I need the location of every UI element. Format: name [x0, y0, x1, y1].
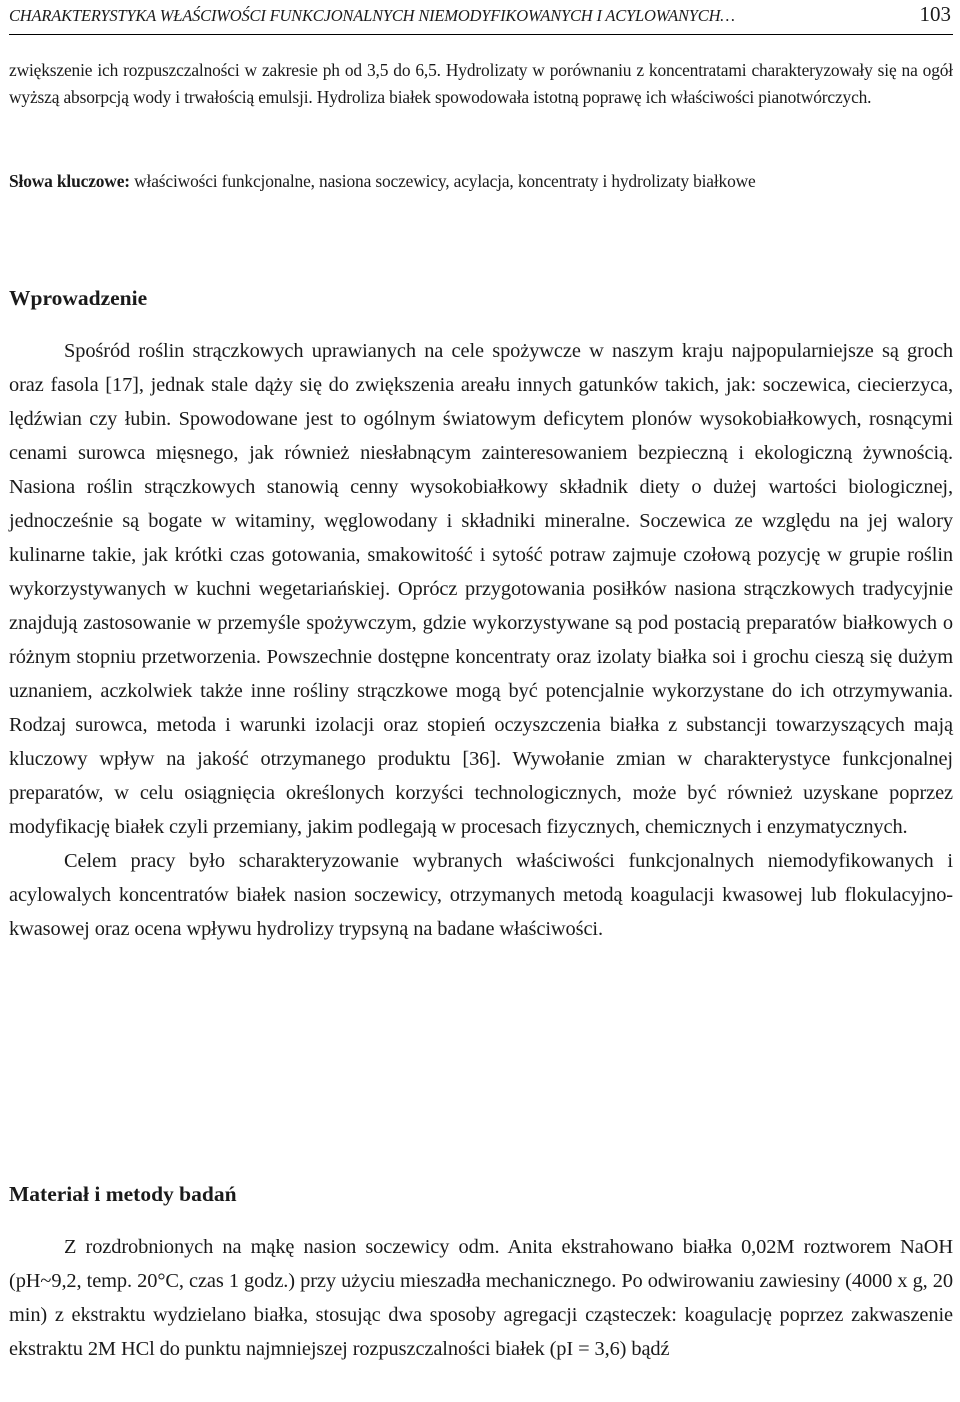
- running-title: CHARAKTERYSTYKA WŁAŚCIWOŚCI FUNKCJONALNYCH NIEMODYFIKOWANYCH I ACYLOWANYCH…: [9, 6, 735, 25]
- running-header: [9, 0, 953, 35]
- keywords: [9, 168, 953, 195]
- methods-heading: Materiał i metody badań: [9, 1182, 237, 1206]
- keywords-label: Słowa kluczowe:: [9, 171, 130, 191]
- methods-body: [9, 1230, 953, 1366]
- paragraph: Spośród roślin strączkowych uprawianych na cele spożywcze w naszym kraju najpopularniejsze są groch oraz fasola [17], jednak stale dąży się do zwiększenia areału innych gatunków takich, jak: soczewica, ciecierzyca, lędźwian czy łubin. Spowodowane jest to ogólnym światowym deficytem plonów wysokobiałkowych, rosnącymi cenami surowca mięsnego, jak również niesłabnącym zainteresowaniem bezpieczną i ekologiczną żywnością. Nasiona roślin strączkowych stanowią cenny wysokobiałkowy składnik diety o dużej wartości biologicznej, jednocześnie są bogate w witaminy, węglowodany i składniki mineralne. Soczewica ze względu na jej walory kulinarne takie, jak krótki czas gotowania, smakowitość i sytość potraw zajmuje czołową pozycję w grupie roślin wykorzystywanych w kuchni wegetariańskiej. Oprócz przygotowania posiłków nasiona strączkowych tradycyjnie znajdują zastosowanie w przemyśle spożywczym, gdzie wykorzystywane są pod postacią preparatów białkowych o różnym stopniu przetworzenia. Powszechnie dostępne koncentraty oraz izolaty białka soi i grochu cieszą się dużym uznaniem, aczkolwiek także inne rośliny strączkowe mogą być potencjalnie wykorzystane do ich otrzymywania. Rodzaj surowca, metoda i warunki izolacji oraz stopień oczyszczenia białka z substancji towarzyszących mają kluczowy wpływ na jakość otrzymanego produktu [36]. Wywołanie zmian w charakterystyce funkcjonalnej preparatów, w celu osiągnięcia określonych korzyści technologicznych, może być również uzyskane poprzez modyfikację białek czyli przemiany, jakim podlegają w procesach fizycznych, chemicznych i enzymatycznych.: [9, 340, 953, 838]
- abstract-continuation: zwiększenie ich rozpuszczalności w zakresie ph od 3,5 do 6,5. Hydrolizaty w porównaniu z koncentratami charakteryzowały się na ogół wyższą absorpcją wody i trwałością emulsji. Hydroliza białek spowodowała istotną poprawę ich właściwości pianotwórczych.: [9, 60, 953, 107]
- introduction-body: [9, 334, 953, 946]
- paragraph: Z rozdrobnionych na mąkę nasion soczewicy odm. Anita ekstrahowano białka 0,02M roztworem NaOH (pH~9,2, temp. 20°C, czas 1 godz.) przy użyciu mieszadła mechanicznego. Po odwirowaniu zawiesiny (4000 x g, 20 min) z ekstraktu wydzielano białka, stosując dwa sposoby agregacji cząsteczek: koagulację poprzez zakwaszenie ekstraktu 2M HCl do punktu najmniejszej rozpuszczalności białek (pI = 3,6) bądź: [9, 1236, 953, 1360]
- introduction-heading: Wprowadzenie: [9, 286, 148, 310]
- keywords-text: właściwości funkcjonalne, nasiona soczewicy, acylacja, koncentraty i hydrolizaty białkowe: [129, 171, 756, 191]
- page-number: 103: [919, 2, 951, 26]
- paragraph: Celem pracy było scharakteryzowanie wybranych właściwości funkcjonalnych niemodyfikowanych i acylowalych koncentratów białek nasion soczewicy, otrzymanych metodą koagulacji kwasowej lub flokulacyjno-kwasowej oraz ocena wpływu hydrolizy trypsyną na badane właściwości.: [9, 850, 953, 940]
